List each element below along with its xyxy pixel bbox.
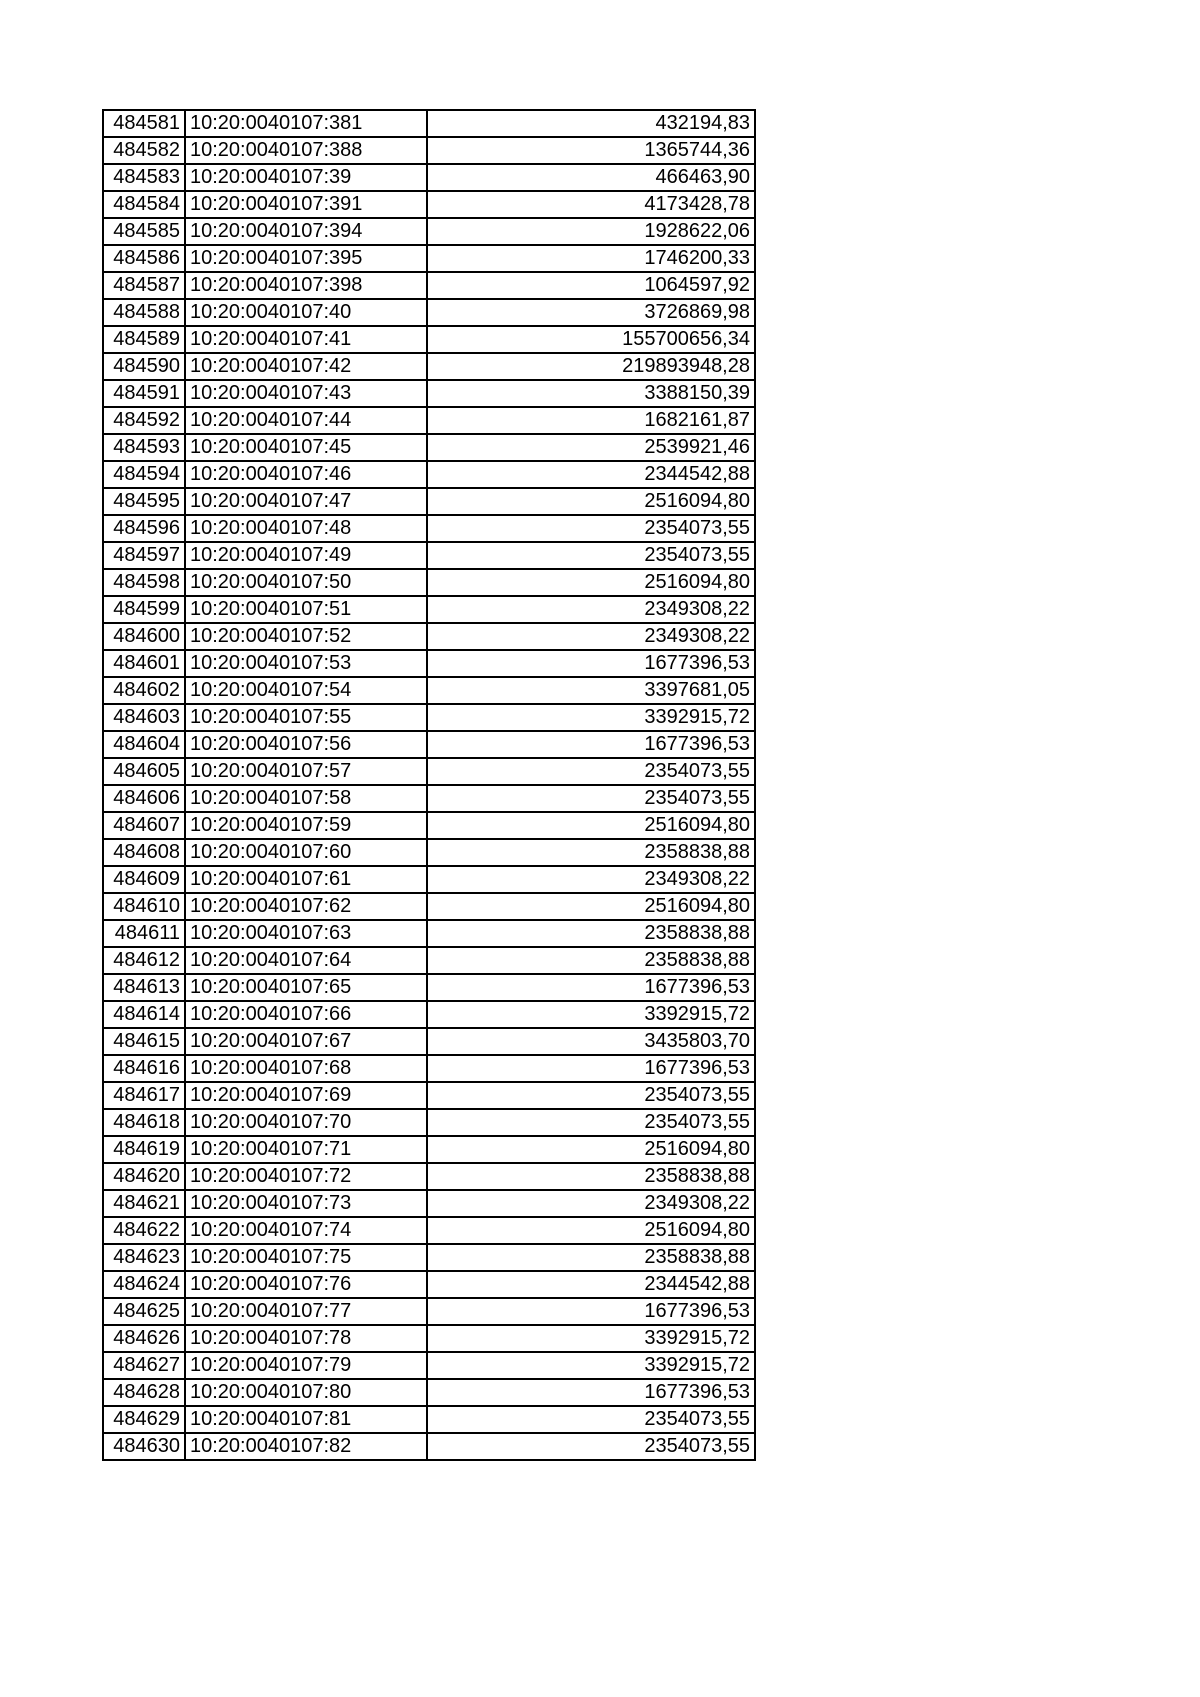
cadastral-number-cell: 10:20:0040107:39 [185,164,427,191]
value-cell: 2344542,88 [427,1271,755,1298]
table-row [103,1190,755,1217]
table-row [103,1001,755,1028]
table-row [103,731,755,758]
table-row [103,1406,755,1433]
row-id-cell: 484591 [103,380,185,407]
value-cell: 2354073,55 [427,1082,755,1109]
row-id-cell: 484581 [103,110,185,137]
table-row [103,1352,755,1379]
cadastral-number-cell: 10:20:0040107:81 [185,1406,427,1433]
cadastral-number-cell: 10:20:0040107:68 [185,1055,427,1082]
cadastral-number-cell: 10:20:0040107:53 [185,650,427,677]
cadastral-number-cell: 10:20:0040107:40 [185,299,427,326]
cadastral-number-cell: 10:20:0040107:398 [185,272,427,299]
value-cell: 2354073,55 [427,515,755,542]
table-row [103,1136,755,1163]
value-cell: 2516094,80 [427,812,755,839]
row-id-cell: 484587 [103,272,185,299]
value-cell: 155700656,34 [427,326,755,353]
cadastral-number-cell: 10:20:0040107:52 [185,623,427,650]
value-cell: 4173428,78 [427,191,755,218]
row-id-cell: 484585 [103,218,185,245]
table-row [103,488,755,515]
cadastral-number-cell: 10:20:0040107:76 [185,1271,427,1298]
value-cell: 2516094,80 [427,1136,755,1163]
row-id-cell: 484602 [103,677,185,704]
table-row [103,1109,755,1136]
value-cell: 1677396,53 [427,650,755,677]
cadastral-number-cell: 10:20:0040107:54 [185,677,427,704]
value-cell: 2358838,88 [427,947,755,974]
table-row [103,974,755,1001]
value-cell: 2354073,55 [427,542,755,569]
row-id-cell: 484613 [103,974,185,1001]
cadastral-number-cell: 10:20:0040107:48 [185,515,427,542]
table-row [103,920,755,947]
row-id-cell: 484628 [103,1379,185,1406]
cadastral-number-cell: 10:20:0040107:66 [185,1001,427,1028]
row-id-cell: 484600 [103,623,185,650]
table-row [103,677,755,704]
value-cell: 2349308,22 [427,1190,755,1217]
value-cell: 3392915,72 [427,704,755,731]
value-cell: 2349308,22 [427,866,755,893]
row-id-cell: 484582 [103,137,185,164]
table-row [103,785,755,812]
table-row [103,1433,755,1460]
value-cell: 3392915,72 [427,1325,755,1352]
table-row [103,1055,755,1082]
table-row [103,461,755,488]
cadastral-number-cell: 10:20:0040107:42 [185,353,427,380]
table-row [103,272,755,299]
cadastral-number-cell: 10:20:0040107:388 [185,137,427,164]
table-row [103,1163,755,1190]
row-id-cell: 484619 [103,1136,185,1163]
row-id-cell: 484583 [103,164,185,191]
cadastral-number-cell: 10:20:0040107:43 [185,380,427,407]
cadastral-number-cell: 10:20:0040107:70 [185,1109,427,1136]
table-row [103,866,755,893]
cadastral-number-cell: 10:20:0040107:79 [185,1352,427,1379]
value-cell: 219893948,28 [427,353,755,380]
value-cell: 2349308,22 [427,623,755,650]
row-id-cell: 484625 [103,1298,185,1325]
value-cell: 1677396,53 [427,1379,755,1406]
table-body [103,110,755,1460]
row-id-cell: 484604 [103,731,185,758]
cadastral-number-cell: 10:20:0040107:394 [185,218,427,245]
value-cell: 432194,83 [427,110,755,137]
cadastral-number-cell: 10:20:0040107:58 [185,785,427,812]
table-row [103,1298,755,1325]
table-row [103,1028,755,1055]
row-id-cell: 484595 [103,488,185,515]
table-row [103,704,755,731]
table-row [103,893,755,920]
table-row [103,1244,755,1271]
row-id-cell: 484607 [103,812,185,839]
cadastral-number-cell: 10:20:0040107:64 [185,947,427,974]
row-id-cell: 484614 [103,1001,185,1028]
table-row [103,542,755,569]
value-cell: 2358838,88 [427,839,755,866]
row-id-cell: 484606 [103,785,185,812]
cadastral-number-cell: 10:20:0040107:45 [185,434,427,461]
table-row [103,326,755,353]
cadastral-number-cell: 10:20:0040107:73 [185,1190,427,1217]
row-id-cell: 484592 [103,407,185,434]
value-cell: 2516094,80 [427,893,755,920]
value-cell: 2354073,55 [427,785,755,812]
table-row [103,569,755,596]
row-id-cell: 484617 [103,1082,185,1109]
row-id-cell: 484612 [103,947,185,974]
row-id-cell: 484622 [103,1217,185,1244]
cadastral-number-cell: 10:20:0040107:67 [185,1028,427,1055]
table-row [103,1325,755,1352]
value-cell: 2539921,46 [427,434,755,461]
value-cell: 2354073,55 [427,1406,755,1433]
cadastral-number-cell: 10:20:0040107:51 [185,596,427,623]
table-row [103,515,755,542]
table-row [103,434,755,461]
cadastral-number-cell: 10:20:0040107:69 [185,1082,427,1109]
table-row [103,1379,755,1406]
row-id-cell: 484588 [103,299,185,326]
cadastral-number-cell: 10:20:0040107:381 [185,110,427,137]
table-row [103,110,755,137]
row-id-cell: 484603 [103,704,185,731]
table-row [103,380,755,407]
cadastral-number-cell: 10:20:0040107:80 [185,1379,427,1406]
table-row [103,299,755,326]
row-id-cell: 484594 [103,461,185,488]
cadastral-number-cell: 10:20:0040107:56 [185,731,427,758]
value-cell: 3397681,05 [427,677,755,704]
row-id-cell: 484605 [103,758,185,785]
cadastral-number-cell: 10:20:0040107:50 [185,569,427,596]
data-table [102,109,756,1461]
cadastral-number-cell: 10:20:0040107:61 [185,866,427,893]
row-id-cell: 484596 [103,515,185,542]
value-cell: 2354073,55 [427,1109,755,1136]
cadastral-number-cell: 10:20:0040107:55 [185,704,427,731]
value-cell: 3392915,72 [427,1352,755,1379]
value-cell: 2354073,55 [427,1433,755,1460]
table-row [103,650,755,677]
value-cell: 1064597,92 [427,272,755,299]
row-id-cell: 484616 [103,1055,185,1082]
table-row [103,1217,755,1244]
cadastral-number-cell: 10:20:0040107:57 [185,758,427,785]
table-row [103,1082,755,1109]
row-id-cell: 484590 [103,353,185,380]
table-row [103,218,755,245]
value-cell: 3388150,39 [427,380,755,407]
table-row [103,1271,755,1298]
cadastral-number-cell: 10:20:0040107:63 [185,920,427,947]
row-id-cell: 484610 [103,893,185,920]
cadastral-number-cell: 10:20:0040107:72 [185,1163,427,1190]
value-cell: 1677396,53 [427,1055,755,1082]
cadastral-number-cell: 10:20:0040107:49 [185,542,427,569]
row-id-cell: 484593 [103,434,185,461]
value-cell: 2516094,80 [427,488,755,515]
row-id-cell: 484623 [103,1244,185,1271]
row-id-cell: 484615 [103,1028,185,1055]
table-row [103,947,755,974]
value-cell: 2354073,55 [427,758,755,785]
row-id-cell: 484589 [103,326,185,353]
value-cell: 1677396,53 [427,1298,755,1325]
value-cell: 1928622,06 [427,218,755,245]
cadastral-number-cell: 10:20:0040107:78 [185,1325,427,1352]
table-row [103,245,755,272]
table-row [103,191,755,218]
row-id-cell: 484627 [103,1352,185,1379]
row-id-cell: 484599 [103,596,185,623]
cadastral-number-cell: 10:20:0040107:44 [185,407,427,434]
row-id-cell: 484620 [103,1163,185,1190]
value-cell: 2516094,80 [427,1217,755,1244]
value-cell: 2349308,22 [427,596,755,623]
row-id-cell: 484584 [103,191,185,218]
cadastral-number-cell: 10:20:0040107:74 [185,1217,427,1244]
cadastral-number-cell: 10:20:0040107:62 [185,893,427,920]
row-id-cell: 484609 [103,866,185,893]
cadastral-number-cell: 10:20:0040107:59 [185,812,427,839]
cadastral-number-cell: 10:20:0040107:77 [185,1298,427,1325]
row-id-cell: 484629 [103,1406,185,1433]
table-row [103,596,755,623]
table-row [103,812,755,839]
value-cell: 466463,90 [427,164,755,191]
cadastral-number-cell: 10:20:0040107:41 [185,326,427,353]
row-id-cell: 484618 [103,1109,185,1136]
value-cell: 2516094,80 [427,569,755,596]
row-id-cell: 484597 [103,542,185,569]
table-row [103,623,755,650]
table-row [103,839,755,866]
value-cell: 3726869,98 [427,299,755,326]
row-id-cell: 484624 [103,1271,185,1298]
table-row [103,758,755,785]
value-cell: 2358838,88 [427,1163,755,1190]
table-row [103,164,755,191]
cadastral-number-cell: 10:20:0040107:65 [185,974,427,1001]
cadastral-number-cell: 10:20:0040107:71 [185,1136,427,1163]
value-cell: 1746200,33 [427,245,755,272]
value-cell: 2358838,88 [427,920,755,947]
row-id-cell: 484611 [103,920,185,947]
table-row [103,407,755,434]
value-cell: 1365744,36 [427,137,755,164]
cadastral-number-cell: 10:20:0040107:46 [185,461,427,488]
row-id-cell: 484621 [103,1190,185,1217]
value-cell: 3392915,72 [427,1001,755,1028]
value-cell: 2344542,88 [427,461,755,488]
cadastral-number-cell: 10:20:0040107:395 [185,245,427,272]
value-cell: 1682161,87 [427,407,755,434]
value-cell: 1677396,53 [427,974,755,1001]
row-id-cell: 484586 [103,245,185,272]
row-id-cell: 484626 [103,1325,185,1352]
row-id-cell: 484608 [103,839,185,866]
row-id-cell: 484598 [103,569,185,596]
cadastral-number-cell: 10:20:0040107:75 [185,1244,427,1271]
table-row [103,353,755,380]
cadastral-number-cell: 10:20:0040107:391 [185,191,427,218]
value-cell: 3435803,70 [427,1028,755,1055]
cadastral-number-cell: 10:20:0040107:47 [185,488,427,515]
row-id-cell: 484601 [103,650,185,677]
cadastral-number-cell: 10:20:0040107:82 [185,1433,427,1460]
cadastral-number-cell: 10:20:0040107:60 [185,839,427,866]
table-row [103,137,755,164]
value-cell: 1677396,53 [427,731,755,758]
row-id-cell: 484630 [103,1433,185,1460]
value-cell: 2358838,88 [427,1244,755,1271]
